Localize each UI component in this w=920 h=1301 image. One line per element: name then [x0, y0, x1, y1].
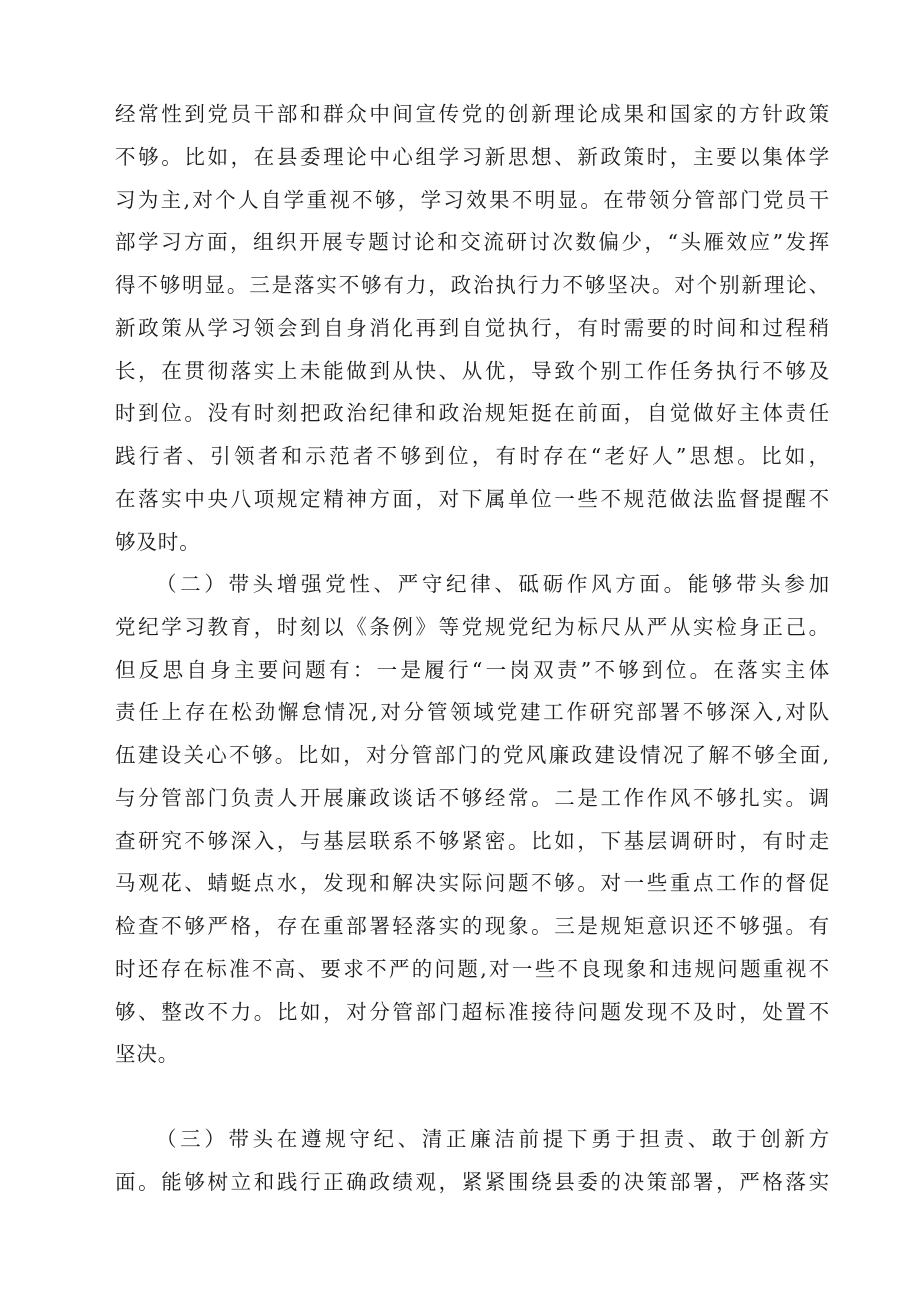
text-line: 践行者、引领者和示范者不够到位，有时存在“老好人”思想。比如，: [115, 444, 830, 468]
text-line: 在落实中央八项规定精神方面，对下属单位一些不规范做法监督提醒不: [115, 486, 830, 511]
text-line: 新政策从学习领会到自身消化再到自觉执行，有时需要的时间和过程稍: [115, 315, 830, 340]
text-line: 够及时。: [115, 529, 201, 554]
text-line: 责任上存在松劲懈怠情况,对分管领域党建工作研究部署不够深入,对队: [115, 700, 830, 725]
text-line: 检查不够严格，存在重部署轻落实的现象。三是规矩意识还不够强。有: [115, 914, 830, 938]
text-line: 面。能够树立和践行正确政绩观，紧紧围绕县委的决策部署，严格落实: [115, 1169, 830, 1194]
section-heading-line: （二）带头增强党性、严守纪律、砥砺作风方面。能够带头参加: [156, 572, 830, 596]
text-line: 但反思自身主要问题有：一是履行“一岗双责”不够到位。在落实主体: [115, 657, 830, 682]
text-line: 不够。比如，在县委理论中心组学习新思想、新政策时，主要以集体学: [115, 144, 830, 169]
text-line: 时还存在标准不高、要求不严的问题,对一些不良现象和违规问题重视不: [115, 956, 830, 981]
text-line: 伍建设关心不够。比如，对分管部门的党风廉政建设情况了解不够全面,: [115, 743, 830, 767]
text-line: 查研究不够深入，与基层联系不够紧密。比如，下基层调研时，有时走: [115, 828, 830, 853]
paragraph-section-2: [115, 563, 830, 1076]
text-line: 得不够明显。三是落实不够有力，政治执行力不够坚决。对个别新理论、: [115, 273, 830, 297]
text-line: 与分管部门负责人开展廉政谈话不够经常。二是工作作风不够扎实。调: [115, 785, 830, 810]
text-line: 党纪学习教育，时刻以《条例》等党规党纪为标尺从严从实检身正己。: [115, 614, 830, 639]
paragraph-continued: [115, 93, 830, 563]
text-line: 习为主,对个人自学重视不够，学习效果不明显。在带领分管部门党员干: [115, 187, 830, 212]
section-heading-line: （三）带头在遵规守纪、清正廉洁前提下勇于担责、敢于创新方: [156, 1127, 830, 1151]
text-line: 坚决。: [115, 1042, 180, 1067]
text-line: 马观花、蜻蜓点水，发现和解决实际问题不够。对一些重点工作的督促: [115, 871, 830, 896]
text-line: 长，在贯彻落实上未能做到从快、从优，导致个别工作任务执行不够及: [115, 358, 830, 383]
text-line: 经常性到党员干部和群众中间宣传党的创新理论成果和国家的方针政策: [115, 102, 830, 126]
text-line: 够、整改不力。比如，对分管部门超标准接待问题发现不及时，处置不: [115, 999, 830, 1024]
text-line: 时到位。没有时刻把政治纪律和政治规矩挺在前面，自觉做好主体责任: [115, 401, 830, 426]
paragraph-section-3: [115, 1118, 830, 1204]
text-line: 部学习方面，组织开展专题讨论和交流研讨次数偏少，“头雁效应”发挥: [115, 230, 830, 255]
